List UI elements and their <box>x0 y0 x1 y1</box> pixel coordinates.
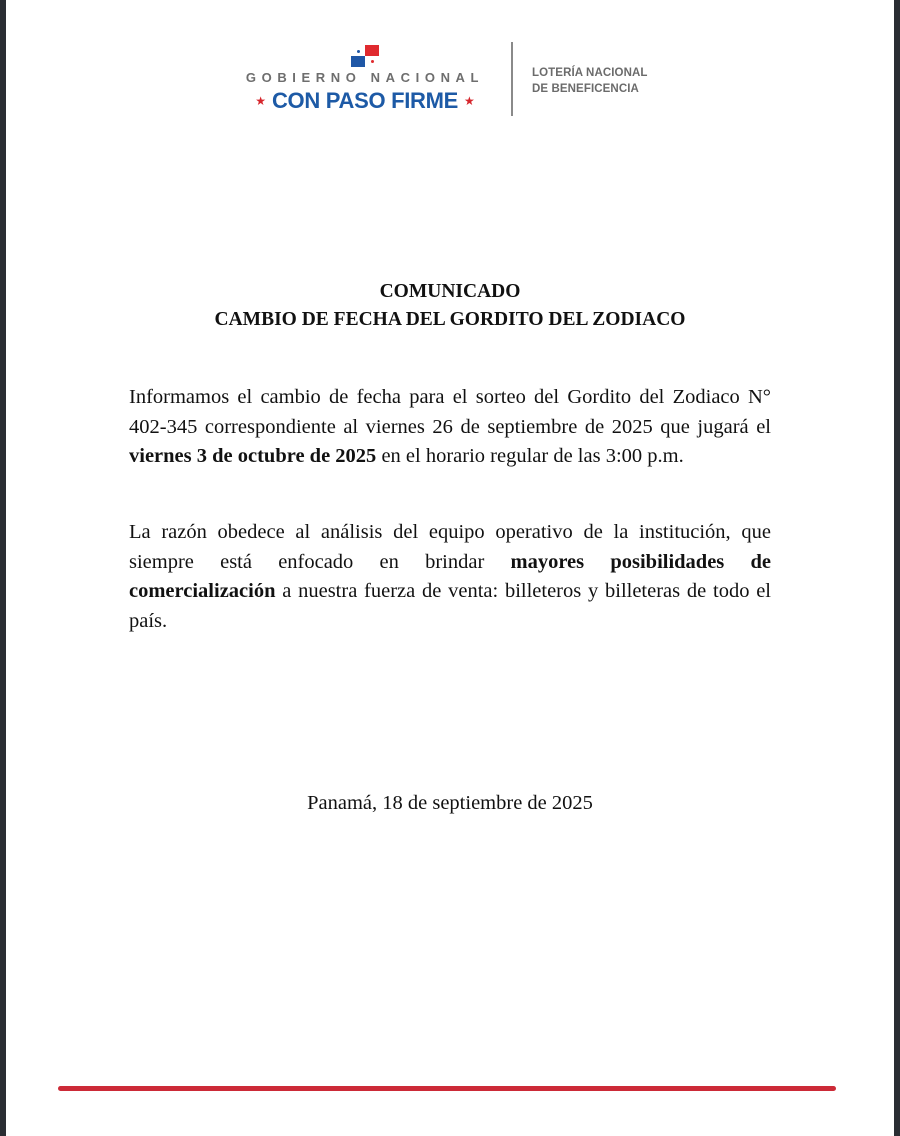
government-slogan <box>234 88 496 114</box>
letterhead <box>0 0 900 130</box>
document-subheading: CAMBIO DE FECHA DEL GORDITO DEL ZODIACO <box>214 309 686 330</box>
commercialization-emphasis: mayores posibilidades de comercialización <box>129 550 771 602</box>
government-logo <box>234 44 496 116</box>
institution-name-line2: DE BENEFICENCIA <box>532 83 639 95</box>
left-edge-border <box>0 0 6 1136</box>
document-title <box>0 278 900 334</box>
paragraph-date-change: Informamos el cambio de fecha para el sorteo del Gordito del Zodiaco N° 402-345 correspondiente al viernes 26 de septiembre de 2025 que jugará el viernes 3 de octubre de 2025 en el horario regular de las 3:00 p.m. <box>129 386 771 467</box>
footer-red-rule <box>58 1086 836 1091</box>
star-icon: ★ <box>464 94 475 108</box>
place-and-date: Panamá, 18 de septiembre de 2025 <box>307 792 593 814</box>
government-title: GOBIERNO NACIONAL <box>245 70 485 85</box>
institution-name <box>532 65 648 97</box>
institution-name-line1: LOTERÍA NACIONAL <box>532 67 648 79</box>
new-date-emphasis: viernes 3 de octubre de 2025 <box>129 445 377 467</box>
document-heading: COMUNICADO <box>379 281 521 302</box>
right-edge-border <box>894 0 900 1136</box>
slogan-text: CON PASO FIRME <box>271 88 459 113</box>
logo-divider <box>511 42 513 116</box>
star-icon: ★ <box>255 94 266 108</box>
paragraph-reason: La razón obedece al análisis del equipo operativo de la institución, que siempre está enfocado en brindar mayores posibilidades de comercialización a nuestra fuerza de venta: billeteros y billeteras de todo el país. <box>129 521 771 632</box>
